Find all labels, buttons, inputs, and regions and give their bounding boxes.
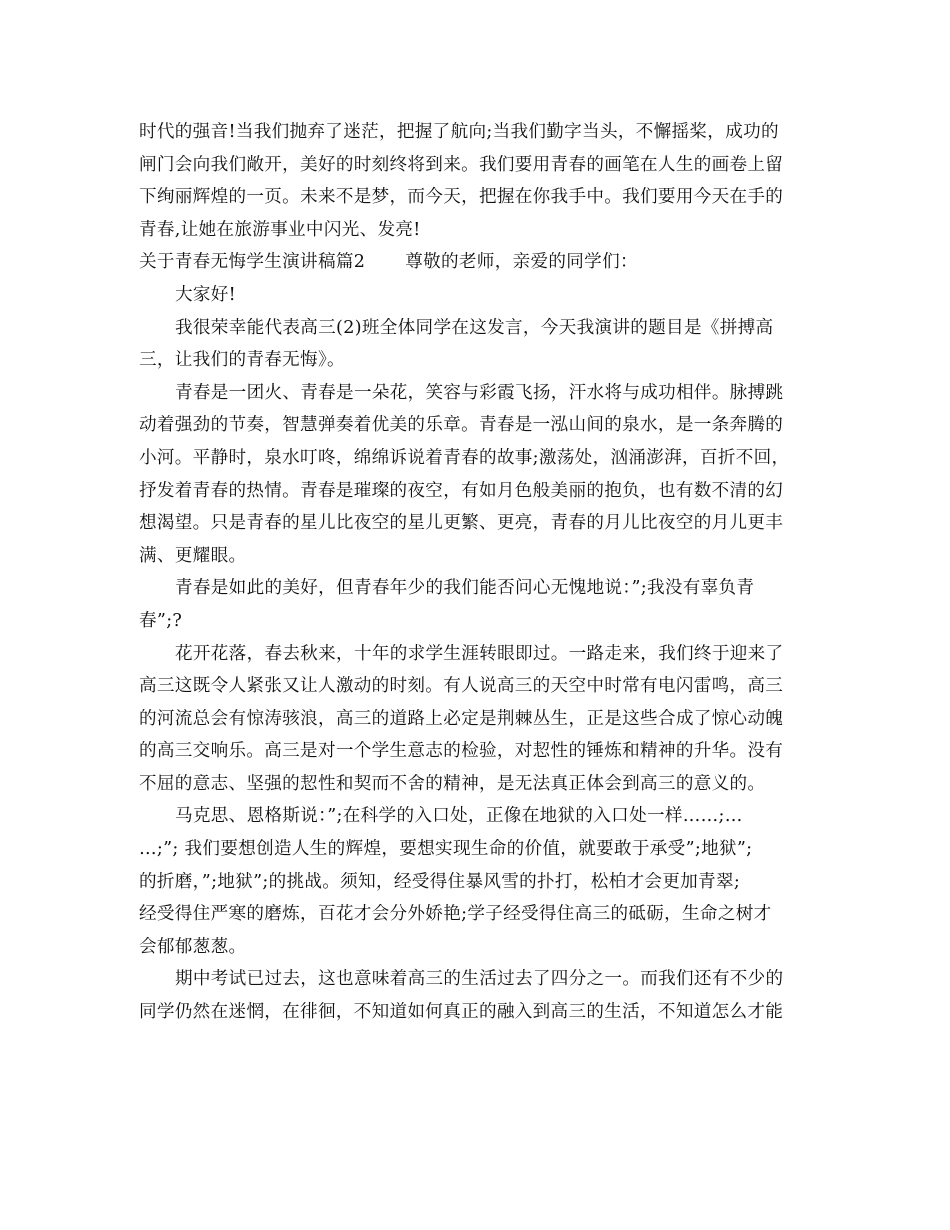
paragraph-first-line: 青春是如此的美好，但青春年少的我们能否问心无愧地说：”;我没有辜负青: [175, 578, 755, 599]
text-line: 闸门会向我们敞开，美好的时刻终将到来。我们要用青春的画笔在人生的画卷上留: [139, 154, 784, 175]
text-line: 下绚丽辉煌的一页。未来不是梦，而今天，把握在你我手中。我们要用今天在手的: [139, 187, 784, 208]
paragraph-first-line: 青春是一团火、青春是一朵花，笑容与彩霞飞扬，汗水将与成功相伴。脉搏跳: [175, 382, 784, 403]
text-line: 满、更耀眼。: [139, 545, 247, 566]
text-line: 春”;?: [139, 610, 183, 631]
text-line: …;”; 我们要想创造人生的辉煌，要想实现生命的价值，就要敢于承受”;地狱”;: [139, 839, 753, 860]
text-line: 同学仍然在迷惘，在徘徊，不知道如何真正的融入到高三的生活，不知道怎么才能: [139, 1002, 784, 1023]
salutation: 尊敬的老师，亲爱的同学们：: [405, 252, 638, 273]
paragraph-first-line: 我很荣幸能代表高三(2)班全体同学在这发言，今天我演讲的题目是《拼搏高: [175, 317, 774, 338]
text-line: 动着强劲的节奏，智慧弹奏着优美的乐章。青春是一泓山间的泉水，是一条奔腾的: [139, 415, 784, 436]
text-line: 的折磨，”;地狱”;的挑战。须知，经受得住暴风雪的扑打，松柏才会更加青翠;: [139, 871, 741, 892]
section-heading: 关于青春无悔学生演讲稿篇2: [139, 252, 366, 273]
paragraph-first-line: 期中考试已过去，这也意味着高三的生活过去了四分之一。而我们还有不少的: [175, 969, 784, 990]
paragraph-first-line: 马克思、恩格斯说：”;在科学的入口处，正像在地狱的入口处一样……;…: [175, 806, 743, 827]
text-line: 的高三交响乐。高三是对一个学生意志的检验，对恝性的锤炼和精神的升华。没有: [139, 741, 784, 762]
text-line: 经受得住严寒的磨炼，百花才会分外娇艳;学子经受得住高三的砥砺，生命之树才: [139, 904, 772, 925]
greeting-line: 大家好!: [175, 284, 237, 305]
text-line: 小河。平静时，泉水叮咚，绵绵诉说着青春的故事;激荡处，汹涌澎湃，百折不回，: [139, 447, 790, 468]
text-line: 高三这既令人紧张又让人激动的时刻。有人说高三的天空中时常有电闪雷鸣，高三: [139, 676, 784, 697]
document-body: [139, 116, 819, 1029]
text-line: 不屈的意志、坚强的恝性和契而不舍的精神，是无法真正体会到高三的意义的。: [139, 773, 766, 794]
text-line: 想渴望。只是青春的星儿比夜空的星儿更繁、更亮，青春的月儿比夜空的月儿更丰: [139, 513, 784, 534]
text-line: 的河流总会有惊涛骇浪，高三的道路上必定是荆棘丛生，正是这些合成了惊心动魄: [139, 708, 784, 729]
text-line: 青春,让她在旅游事业中闪光、发亮!: [139, 219, 421, 240]
text-line: 时代的强音!当我们抛弃了迷茫，把握了航向;当我们勤字当头，不懈摇桨，成功的: [139, 122, 779, 142]
section-heading-line: [139, 246, 819, 279]
text-line: 三，让我们的青春无悔》。: [139, 350, 345, 371]
text-line: 会郁郁葱葱。: [139, 936, 247, 957]
paragraph-first-line: 花开花落，春去秋来，十年的求学生涯转眼即过。一路走来，我们终于迎来了: [175, 643, 784, 664]
text-line: 抒发着青春的热情。青春是璀璨的夜空，有如月色般美丽的抱负，也有数不清的幻: [139, 480, 784, 501]
